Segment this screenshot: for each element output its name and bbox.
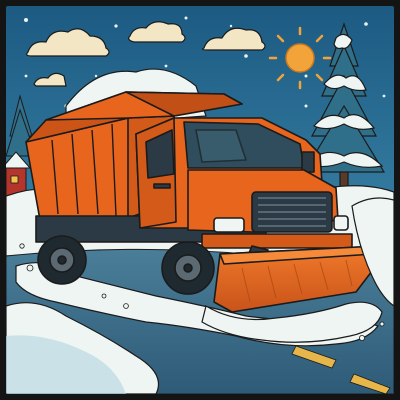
headlight-right xyxy=(334,216,348,230)
headlight-left xyxy=(214,218,244,232)
illustration xyxy=(6,6,394,394)
snowplow-illustration xyxy=(6,6,394,394)
rear-wheel xyxy=(38,236,86,284)
front-wheel xyxy=(162,242,214,294)
bumper xyxy=(202,234,352,248)
side-mirror xyxy=(302,152,314,172)
